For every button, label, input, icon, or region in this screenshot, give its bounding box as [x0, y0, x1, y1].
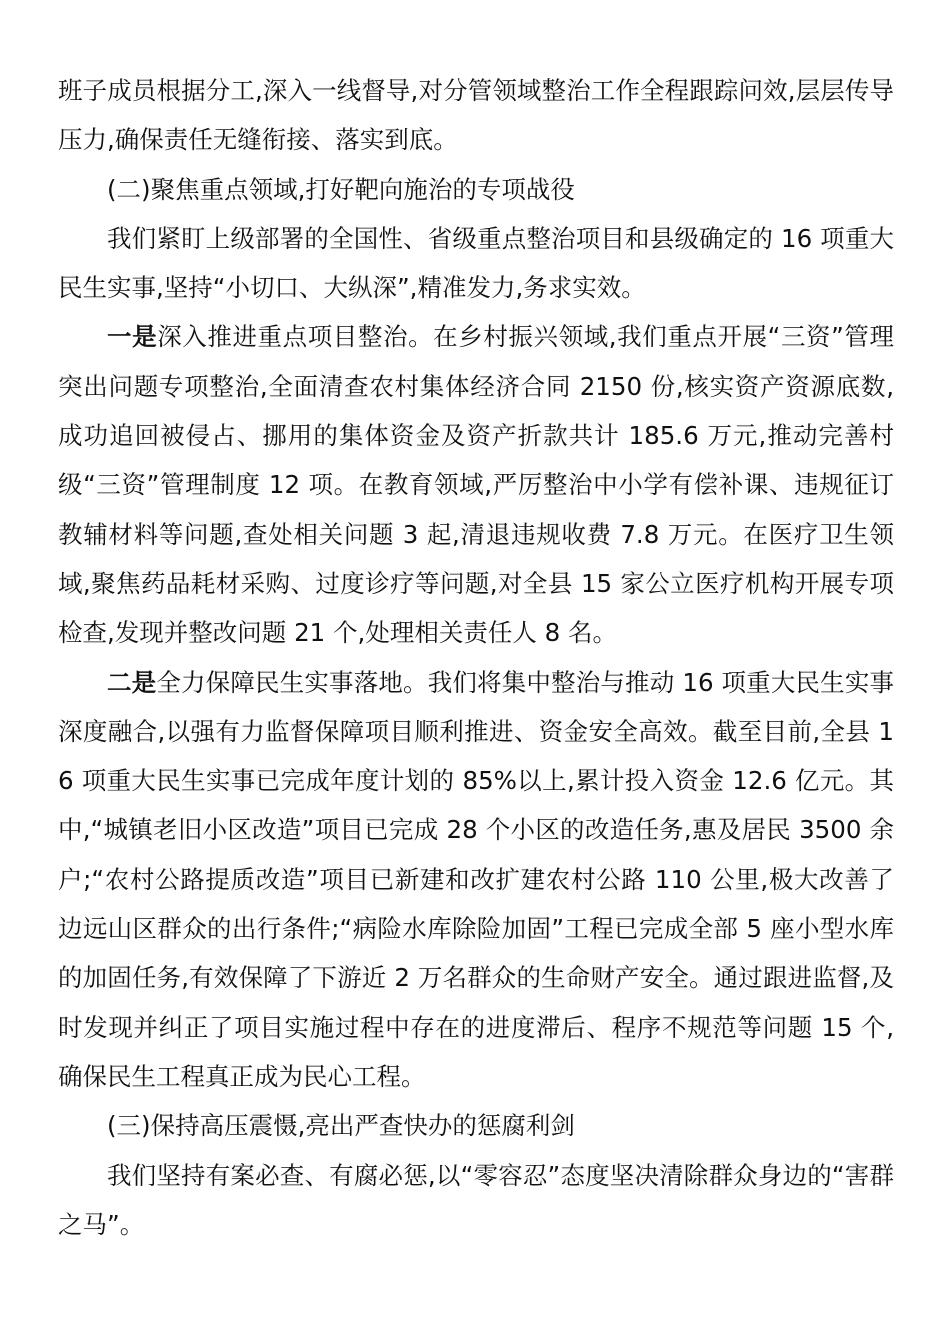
paragraph-text: 全力保障民生实事落地。我们将集中整治与推动 16 项重大民生实事深度融合,以强有力监督保障项目顺利推进、资金安全高效。截至目前,全县 16 项重大民生实事已完成年度计划的 85%以上,累计投入资金 12.6 亿元。其中,“城镇老旧小区改造”项目已完成 28 个小区的改造任务,惠及居民 3500 余户;“农村公路提质改造”项目已新建和改扩建农村公路 110 公里,极大改善了边远山区群众的出行条件;“病险水库除险加固”工程已完成全部 5 座小型水库的加固任务,有效保障了下游近 2 万名群众的生命财产安全。通过跟进监督,及时发现并纠正了项目实施过程中存在的进度滞后、程序不规范等问题 15 个,确保民生工程真正成为民心工程。	[58, 667, 895, 1091]
paragraph-closing	[58, 1151, 894, 1250]
section-heading-3	[58, 1101, 894, 1150]
section-heading-text: (三)保持高压震慑,亮出严查快办的惩腐利剑	[107, 1111, 575, 1141]
paragraph-text: 我们紧盯上级部署的全国性、省级重点整治项目和县级确定的 16 项重大民生实事,坚持“小切口、大纵深”,精准发力,务求实效。	[58, 223, 894, 303]
paragraph-intro	[58, 214, 894, 313]
paragraph-point-1	[58, 312, 894, 657]
section-heading-text: (二)聚焦重点领域,打好靶向施治的专项战役	[107, 174, 575, 204]
paragraph-lead: 一是	[107, 322, 158, 352]
paragraph-continuation	[58, 66, 894, 165]
paragraph-text: 深入推进重点项目整治。在乡村振兴领域,我们重点开展“三资”管理突出问题专项整治,全面清查农村集体经济合同 2150 份,核实资产资源底数,成功追回被侵占、挪用的集体资金及资产折款共计 185.6 万元,推动完善村级“三资”管理制度 12 项。在教育领域,严厉整治中小学有偿补课、违规征订教辅材料等问题,查处相关问题 3 起,清退违规收费 7.8 万元。在医疗卫生领域,聚焦药品耗材采购、过度诊疗等问题,对全县 15 家公立医疗机构开展专项检查,发现并整改问题 21 个,处理相关责任人 8 名。	[58, 322, 895, 648]
document-body	[58, 66, 894, 1249]
paragraph-point-2	[58, 658, 894, 1102]
paragraph-lead: 二是	[107, 667, 157, 697]
paragraph-text: 班子成员根据分工,深入一线督导,对分管领域整治工作全程跟踪问效,层层传导压力,确保责任无缝衔接、落实到底。	[58, 76, 894, 155]
section-heading-2	[58, 165, 894, 214]
paragraph-text: 我们坚持有案必查、有腐必惩,以“零容忍”态度坚决清除群众身边的“害群之马”。	[58, 1160, 894, 1239]
